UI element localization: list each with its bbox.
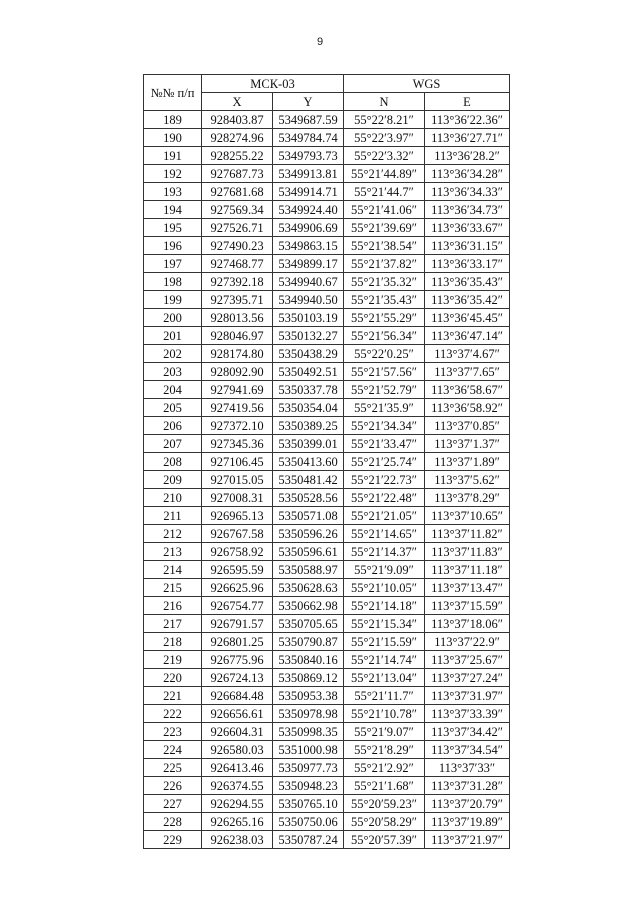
cell-e: 113°37′33″ — [425, 759, 510, 777]
cell-n: 55°21′11.7″ — [344, 687, 425, 705]
cell-point-number: 215 — [144, 579, 202, 597]
cell-x: 927392.18 — [202, 273, 273, 291]
cell-point-number: 218 — [144, 633, 202, 651]
cell-e: 113°37′10.65″ — [425, 507, 510, 525]
cell-n: 55°21′34.34″ — [344, 417, 425, 435]
cell-point-number: 206 — [144, 417, 202, 435]
table-row — [144, 165, 510, 183]
cell-e: 113°37′13.47″ — [425, 579, 510, 597]
cell-n: 55°21′35.43″ — [344, 291, 425, 309]
cell-e: 113°37′21.97″ — [425, 831, 510, 849]
cell-y: 5350528.56 — [273, 489, 344, 507]
cell-e: 113°37′11.18″ — [425, 561, 510, 579]
cell-e: 113°36′35.43″ — [425, 273, 510, 291]
cell-point-number: 189 — [144, 111, 202, 129]
cell-y: 5350765.10 — [273, 795, 344, 813]
table-row — [144, 705, 510, 723]
cell-point-number: 226 — [144, 777, 202, 795]
cell-x: 926580.03 — [202, 741, 273, 759]
cell-n: 55°21′10.05″ — [344, 579, 425, 597]
cell-x: 926265.16 — [202, 813, 273, 831]
table-row — [144, 381, 510, 399]
table-row — [144, 201, 510, 219]
cell-x: 927015.05 — [202, 471, 273, 489]
cell-y: 5349914.71 — [273, 183, 344, 201]
cell-point-number: 204 — [144, 381, 202, 399]
cell-x: 926625.96 — [202, 579, 273, 597]
cell-e: 113°37′22.9″ — [425, 633, 510, 651]
cell-point-number: 207 — [144, 435, 202, 453]
table-row — [144, 561, 510, 579]
cell-y: 5350103.19 — [273, 309, 344, 327]
cell-x: 928174.80 — [202, 345, 273, 363]
cell-n: 55°21′33.47″ — [344, 435, 425, 453]
cell-point-number: 197 — [144, 255, 202, 273]
cell-e: 113°36′35.42″ — [425, 291, 510, 309]
cell-n: 55°21′21.05″ — [344, 507, 425, 525]
table-row — [144, 795, 510, 813]
table-row — [144, 741, 510, 759]
cell-n: 55°21′37.82″ — [344, 255, 425, 273]
cell-x: 927468.77 — [202, 255, 273, 273]
cell-x: 927526.71 — [202, 219, 273, 237]
cell-y: 5350337.78 — [273, 381, 344, 399]
cell-y: 5350953.38 — [273, 687, 344, 705]
table-row — [144, 507, 510, 525]
cell-n: 55°21′44.7″ — [344, 183, 425, 201]
cell-point-number: 210 — [144, 489, 202, 507]
cell-n: 55°21′2.92″ — [344, 759, 425, 777]
cell-e: 113°36′58.92″ — [425, 399, 510, 417]
cell-point-number: 205 — [144, 399, 202, 417]
cell-n: 55°20′58.29″ — [344, 813, 425, 831]
cell-y: 5349913.81 — [273, 165, 344, 183]
cell-x: 928046.97 — [202, 327, 273, 345]
cell-x: 927569.34 — [202, 201, 273, 219]
cell-e: 113°37′15.59″ — [425, 597, 510, 615]
cell-point-number: 203 — [144, 363, 202, 381]
cell-y: 5349793.73 — [273, 147, 344, 165]
cell-n: 55°21′10.78″ — [344, 705, 425, 723]
cell-point-number: 214 — [144, 561, 202, 579]
cell-x: 926724.13 — [202, 669, 273, 687]
table-row — [144, 345, 510, 363]
cell-x: 927687.73 — [202, 165, 273, 183]
cell-n: 55°21′14.65″ — [344, 525, 425, 543]
cell-e: 113°37′4.67″ — [425, 345, 510, 363]
cell-point-number: 209 — [144, 471, 202, 489]
table-row — [144, 777, 510, 795]
cell-e: 113°37′11.83″ — [425, 543, 510, 561]
cell-n: 55°21′22.73″ — [344, 471, 425, 489]
cell-n: 55°21′14.74″ — [344, 651, 425, 669]
cell-point-number: 199 — [144, 291, 202, 309]
cell-y: 5349940.50 — [273, 291, 344, 309]
table-row — [144, 363, 510, 381]
cell-y: 5350787.24 — [273, 831, 344, 849]
cell-x: 926965.13 — [202, 507, 273, 525]
table-row — [144, 615, 510, 633]
cell-point-number: 221 — [144, 687, 202, 705]
cell-e: 113°37′0.85″ — [425, 417, 510, 435]
cell-x: 926775.96 — [202, 651, 273, 669]
cell-n: 55°21′9.07″ — [344, 723, 425, 741]
cell-x: 927941.69 — [202, 381, 273, 399]
table-row — [144, 813, 510, 831]
cell-e: 113°37′11.82″ — [425, 525, 510, 543]
coordinates-table — [143, 74, 510, 849]
cell-y: 5350750.06 — [273, 813, 344, 831]
cell-x: 928092.90 — [202, 363, 273, 381]
cell-x: 927345.36 — [202, 435, 273, 453]
cell-e: 113°36′58.67″ — [425, 381, 510, 399]
cell-n: 55°22′8.21″ — [344, 111, 425, 129]
cell-point-number: 200 — [144, 309, 202, 327]
cell-n: 55°21′14.18″ — [344, 597, 425, 615]
table-row — [144, 129, 510, 147]
cell-y: 5350998.35 — [273, 723, 344, 741]
cell-x: 926656.61 — [202, 705, 273, 723]
cell-y: 5349924.40 — [273, 201, 344, 219]
header-msk-group: МСК-03 — [202, 75, 344, 93]
cell-e: 113°37′31.97″ — [425, 687, 510, 705]
cell-point-number: 211 — [144, 507, 202, 525]
cell-n: 55°21′44.89″ — [344, 165, 425, 183]
cell-y: 5349784.74 — [273, 129, 344, 147]
cell-point-number: 190 — [144, 129, 202, 147]
table-row — [144, 489, 510, 507]
cell-y: 5350413.60 — [273, 453, 344, 471]
table-row — [144, 759, 510, 777]
cell-y: 5350571.08 — [273, 507, 344, 525]
cell-n: 55°21′13.04″ — [344, 669, 425, 687]
cell-n: 55°21′14.37″ — [344, 543, 425, 561]
cell-e: 113°37′33.39″ — [425, 705, 510, 723]
cell-e: 113°37′31.28″ — [425, 777, 510, 795]
cell-e: 113°36′47.14″ — [425, 327, 510, 345]
cell-point-number: 220 — [144, 669, 202, 687]
cell-e: 113°36′33.67″ — [425, 219, 510, 237]
cell-n: 55°21′35.32″ — [344, 273, 425, 291]
cell-x: 928013.56 — [202, 309, 273, 327]
cell-n: 55°21′55.29″ — [344, 309, 425, 327]
cell-e: 113°37′1.89″ — [425, 453, 510, 471]
cell-point-number: 194 — [144, 201, 202, 219]
table-row — [144, 435, 510, 453]
cell-n: 55°22′3.97″ — [344, 129, 425, 147]
page-number: 9 — [316, 36, 324, 48]
table-row — [144, 597, 510, 615]
cell-e: 113°37′1.37″ — [425, 435, 510, 453]
cell-x: 927419.56 — [202, 399, 273, 417]
table-row — [144, 327, 510, 345]
cell-x: 926604.31 — [202, 723, 273, 741]
cell-point-number: 217 — [144, 615, 202, 633]
header-e: E — [425, 93, 510, 111]
table-row — [144, 453, 510, 471]
table-row — [144, 651, 510, 669]
cell-y: 5350948.23 — [273, 777, 344, 795]
cell-y: 5349906.69 — [273, 219, 344, 237]
cell-x: 926758.92 — [202, 543, 273, 561]
table-body — [144, 111, 510, 849]
table-row — [144, 687, 510, 705]
cell-x: 926801.25 — [202, 633, 273, 651]
table-row — [144, 525, 510, 543]
cell-y: 5351000.98 — [273, 741, 344, 759]
cell-e: 113°36′27.71″ — [425, 129, 510, 147]
cell-n: 55°21′8.29″ — [344, 741, 425, 759]
cell-e: 113°37′8.29″ — [425, 489, 510, 507]
cell-y: 5350790.87 — [273, 633, 344, 651]
table-row — [144, 255, 510, 273]
cell-e: 113°36′22.36″ — [425, 111, 510, 129]
cell-e: 113°37′5.62″ — [425, 471, 510, 489]
cell-e: 113°36′34.33″ — [425, 183, 510, 201]
cell-y: 5350977.73 — [273, 759, 344, 777]
cell-e: 113°37′18.06″ — [425, 615, 510, 633]
cell-x: 928274.96 — [202, 129, 273, 147]
header-point-number: №№ п/п — [144, 75, 202, 111]
cell-point-number: 212 — [144, 525, 202, 543]
cell-y: 5350492.51 — [273, 363, 344, 381]
cell-x: 926767.58 — [202, 525, 273, 543]
cell-y: 5350978.98 — [273, 705, 344, 723]
cell-y: 5350705.65 — [273, 615, 344, 633]
cell-x: 926294.55 — [202, 795, 273, 813]
cell-x: 927395.71 — [202, 291, 273, 309]
cell-point-number: 208 — [144, 453, 202, 471]
cell-point-number: 228 — [144, 813, 202, 831]
cell-y: 5350628.63 — [273, 579, 344, 597]
table-row — [144, 147, 510, 165]
cell-point-number: 202 — [144, 345, 202, 363]
cell-point-number: 223 — [144, 723, 202, 741]
cell-y: 5349687.59 — [273, 111, 344, 129]
cell-x: 926413.46 — [202, 759, 273, 777]
table-row — [144, 579, 510, 597]
cell-e: 113°37′20.79″ — [425, 795, 510, 813]
table-row — [144, 273, 510, 291]
cell-point-number: 195 — [144, 219, 202, 237]
cell-x: 927372.10 — [202, 417, 273, 435]
table-row — [144, 309, 510, 327]
cell-y: 5350840.16 — [273, 651, 344, 669]
cell-point-number: 198 — [144, 273, 202, 291]
header-x: X — [202, 93, 273, 111]
cell-x: 927490.23 — [202, 237, 273, 255]
cell-point-number: 222 — [144, 705, 202, 723]
cell-y: 5350869.12 — [273, 669, 344, 687]
cell-point-number: 224 — [144, 741, 202, 759]
header-n: N — [344, 93, 425, 111]
cell-n: 55°21′52.79″ — [344, 381, 425, 399]
cell-n: 55°21′56.34″ — [344, 327, 425, 345]
cell-x: 926374.55 — [202, 777, 273, 795]
cell-e: 113°36′34.73″ — [425, 201, 510, 219]
cell-y: 5349863.15 — [273, 237, 344, 255]
cell-x: 927008.31 — [202, 489, 273, 507]
cell-e: 113°36′33.17″ — [425, 255, 510, 273]
cell-point-number: 216 — [144, 597, 202, 615]
cell-e: 113°37′25.67″ — [425, 651, 510, 669]
cell-n: 55°21′1.68″ — [344, 777, 425, 795]
cell-point-number: 213 — [144, 543, 202, 561]
table-row — [144, 417, 510, 435]
cell-y: 5350354.04 — [273, 399, 344, 417]
table-row — [144, 291, 510, 309]
cell-y: 5350596.61 — [273, 543, 344, 561]
cell-e: 113°37′19.89″ — [425, 813, 510, 831]
cell-n: 55°22′3.32″ — [344, 147, 425, 165]
cell-n: 55°21′57.56″ — [344, 363, 425, 381]
table-header — [144, 75, 510, 111]
cell-n: 55°21′38.54″ — [344, 237, 425, 255]
header-y: Y — [273, 93, 344, 111]
cell-y: 5350662.98 — [273, 597, 344, 615]
cell-e: 113°36′34.28″ — [425, 165, 510, 183]
cell-e: 113°36′31.15″ — [425, 237, 510, 255]
cell-point-number: 227 — [144, 795, 202, 813]
cell-x: 927106.45 — [202, 453, 273, 471]
cell-point-number: 192 — [144, 165, 202, 183]
cell-y: 5349940.67 — [273, 273, 344, 291]
cell-n: 55°21′15.59″ — [344, 633, 425, 651]
cell-n: 55°21′9.09″ — [344, 561, 425, 579]
cell-point-number: 196 — [144, 237, 202, 255]
cell-point-number: 201 — [144, 327, 202, 345]
table-row — [144, 183, 510, 201]
cell-point-number: 193 — [144, 183, 202, 201]
cell-y: 5350481.42 — [273, 471, 344, 489]
cell-n: 55°22′0.25″ — [344, 345, 425, 363]
cell-e: 113°36′28.2″ — [425, 147, 510, 165]
table-row — [144, 669, 510, 687]
cell-e: 113°37′27.24″ — [425, 669, 510, 687]
cell-n: 55°21′41.06″ — [344, 201, 425, 219]
cell-n: 55°21′39.69″ — [344, 219, 425, 237]
cell-n: 55°21′35.9″ — [344, 399, 425, 417]
cell-point-number: 219 — [144, 651, 202, 669]
cell-y: 5350438.29 — [273, 345, 344, 363]
cell-e: 113°36′45.45″ — [425, 309, 510, 327]
cell-e: 113°37′7.65″ — [425, 363, 510, 381]
cell-point-number: 229 — [144, 831, 202, 849]
cell-y: 5349899.17 — [273, 255, 344, 273]
cell-point-number: 191 — [144, 147, 202, 165]
table-row — [144, 219, 510, 237]
table-row — [144, 399, 510, 417]
table-row — [144, 237, 510, 255]
table-row — [144, 471, 510, 489]
header-row-groups — [144, 75, 510, 93]
cell-x: 926791.57 — [202, 615, 273, 633]
cell-y: 5350389.25 — [273, 417, 344, 435]
cell-y: 5350399.01 — [273, 435, 344, 453]
cell-x: 926595.59 — [202, 561, 273, 579]
cell-y: 5350588.97 — [273, 561, 344, 579]
table-row — [144, 633, 510, 651]
cell-x: 927681.68 — [202, 183, 273, 201]
cell-x: 928403.87 — [202, 111, 273, 129]
header-wgs-group: WGS — [344, 75, 510, 93]
cell-e: 113°37′34.42″ — [425, 723, 510, 741]
cell-n: 55°20′57.39″ — [344, 831, 425, 849]
cell-e: 113°37′34.54″ — [425, 741, 510, 759]
cell-n: 55°21′15.34″ — [344, 615, 425, 633]
cell-y: 5350132.27 — [273, 327, 344, 345]
cell-x: 926238.03 — [202, 831, 273, 849]
table-row — [144, 723, 510, 741]
cell-x: 926754.77 — [202, 597, 273, 615]
cell-n: 55°20′59.23″ — [344, 795, 425, 813]
table-row — [144, 831, 510, 849]
table-row — [144, 111, 510, 129]
cell-x: 928255.22 — [202, 147, 273, 165]
cell-n: 55°21′22.48″ — [344, 489, 425, 507]
cell-y: 5350596.26 — [273, 525, 344, 543]
cell-n: 55°21′25.74″ — [344, 453, 425, 471]
cell-point-number: 225 — [144, 759, 202, 777]
table-row — [144, 543, 510, 561]
cell-x: 926684.48 — [202, 687, 273, 705]
